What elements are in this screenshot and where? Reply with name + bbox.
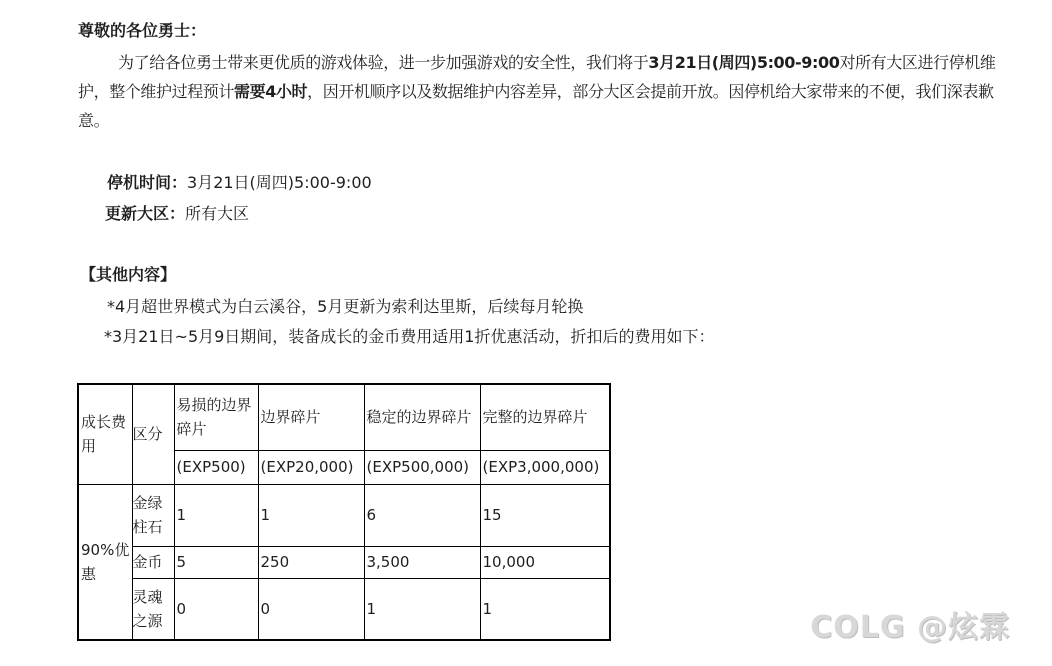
table-cell: 0 xyxy=(258,578,364,640)
row-label: 金币 xyxy=(132,546,174,578)
item-header: 完整的边界碎片 xyxy=(480,384,610,450)
downtime-label: 停机时间： xyxy=(107,173,188,192)
table-header-row xyxy=(78,384,610,450)
growth-cost-table xyxy=(77,383,611,641)
table-cell: 0 xyxy=(174,578,258,640)
table-cell: 6 xyxy=(364,484,480,546)
region-label: 更新大区： xyxy=(105,204,186,223)
other-section-title: 【其他内容】 xyxy=(80,265,177,284)
exp-cell: (EXP500) xyxy=(174,450,258,484)
table-cell: 3,500 xyxy=(364,546,480,578)
table-cell: 5 xyxy=(174,546,258,578)
table-row xyxy=(78,578,610,640)
intro-bold-time: 3月21日(周四)5:00-9:00 xyxy=(648,53,840,72)
discount-cell: 90%优惠 xyxy=(78,484,132,640)
table-cell: 15 xyxy=(480,484,610,546)
intro-text-3: ，因开机顺序以及数据维护内容差异，部分大区会提前开放。因停机给大家带来的不便，我们深表歉意。 xyxy=(78,82,994,130)
table-cell: 250 xyxy=(258,546,364,578)
table-cell: 1 xyxy=(364,578,480,640)
row-label: 金绿柱石 xyxy=(132,484,174,546)
table-cell: 1 xyxy=(174,484,258,546)
table-cell: 1 xyxy=(480,578,610,640)
downtime-value: 3月21日(周四)5:00-9:00 xyxy=(187,173,372,192)
item-header: 稳定的边界碎片 xyxy=(364,384,480,450)
greeting: 尊敬的各位勇士： xyxy=(78,21,207,40)
other-line-1: *4月超世界模式为白云溪谷，5月更新为索利达里斯，后续每月轮换 xyxy=(107,297,584,316)
item-header: 易损的边界碎片 xyxy=(174,384,258,450)
growth-cost-header: 成长费用 xyxy=(78,384,132,484)
table-row xyxy=(78,546,610,578)
watermark: COLG @炫霖 xyxy=(810,610,1010,645)
row-label: 灵魂之源 xyxy=(132,578,174,640)
category-header: 区分 xyxy=(132,384,174,484)
exp-cell: (EXP500,000) xyxy=(364,450,480,484)
intro-bold-duration: 需要4小时 xyxy=(234,82,308,101)
region-value: 所有大区 xyxy=(185,204,250,223)
intro-text-1: 为了给各位勇士带来更优质的游戏体验，进一步加强游戏的安全性，我们将于 xyxy=(118,53,649,72)
table-row xyxy=(78,484,610,546)
exp-cell: (EXP20,000) xyxy=(258,450,364,484)
exp-cell: (EXP3,000,000) xyxy=(480,450,610,484)
other-line-2: *3月21日~5月9日期间，装备成长的金币费用适用1折优惠活动，折扣后的费用如下： xyxy=(104,327,715,346)
intro-text-2: 对所有大区进行停机维护，整个维护过程预计 xyxy=(78,53,996,101)
table-cell: 1 xyxy=(258,484,364,546)
table-cell: 10,000 xyxy=(480,546,610,578)
region-line xyxy=(105,202,249,226)
intro-paragraph xyxy=(78,48,998,135)
downtime-line xyxy=(107,171,372,195)
item-header: 边界碎片 xyxy=(258,384,364,450)
